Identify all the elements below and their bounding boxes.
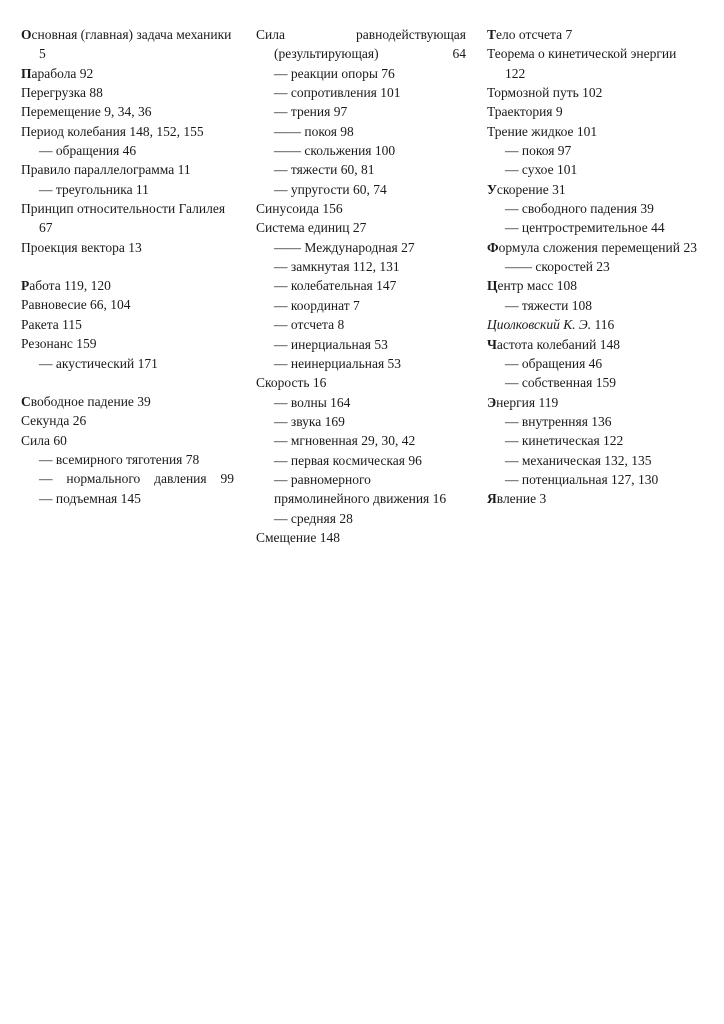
index-subentry: —— Международная 27 [274, 239, 415, 255]
index-entry: Скорость 16 [256, 375, 327, 391]
index-subentry: —— покоя 98 [274, 123, 354, 139]
index-entry: Сила равнодействующая (результирующая) 64 [256, 27, 466, 62]
section-initial: Ц [487, 278, 498, 294]
index-subentry: — покоя 97 [505, 143, 572, 159]
index-subentry: — внутренняя 136 [505, 413, 612, 429]
index-subentry: — сопротивления 101 [274, 85, 401, 101]
section-gap [21, 373, 234, 392]
index-entry: Свободное падение 39 [21, 393, 151, 409]
index-subentry: — трения 97 [274, 104, 348, 120]
index-column-2 [256, 25, 466, 547]
section-initial: У [487, 181, 497, 197]
index-entry: Явление 3 [487, 491, 547, 507]
index-subentry: — звука 169 [274, 413, 345, 429]
index-subentry: — равномерного прямолинейного движения 16 [274, 471, 447, 507]
index-subentry: — первая космическая 96 [274, 452, 422, 468]
index-entry: Равновесие 66, 104 [21, 297, 131, 313]
index-subentry: — обращения 46 [39, 143, 137, 159]
person-name: Циолковский К. Э. [487, 317, 592, 333]
index-entry: Основная (главная) задача механики 5 [21, 27, 232, 62]
index-subentry: — свободного падения 39 [505, 201, 654, 217]
section-initial: Ф [487, 239, 499, 255]
section-initial: Ч [487, 336, 497, 352]
section-initial: Я [487, 491, 497, 507]
section-initial: Р [21, 278, 30, 294]
index-subentry: — отсчета 8 [274, 317, 345, 333]
index-entry: Трение жидкое 101 [487, 123, 598, 139]
index-subentry: — собственная 159 [505, 375, 616, 391]
index-entry: Правило параллелограмма 11 [21, 162, 191, 178]
index-subentry: — упругости 60, 74 [274, 181, 387, 197]
index-subentry: — потенциальная 127, 130 [505, 471, 659, 487]
index-subentry: — колебательная 147 [274, 278, 397, 294]
index-subentry: — всемирного тяготения 78 [39, 451, 200, 467]
index-subentry: — механическая 132, 135 [505, 452, 652, 468]
index-entry: Работа 119, 120 [21, 278, 111, 294]
index-subentry: — подъемная 145 [39, 490, 141, 506]
index-subentry: —— скоростей 23 [505, 259, 610, 275]
index-entry: Частота колебаний 148 [487, 336, 620, 352]
index-subentry: — кинетическая 122 [505, 433, 624, 449]
section-initial: Э [487, 394, 497, 410]
index-subentry: — волны 164 [274, 394, 351, 410]
index-subentry: — нормального давления 99 [39, 471, 234, 487]
index-column-3 [487, 25, 697, 509]
index-entry: Теорема о кинетической энергии 122 [487, 46, 677, 81]
index-entry: Перегрузка 88 [21, 85, 103, 101]
index-entry: Проекция вектора 13 [21, 239, 142, 255]
section-initial: О [21, 27, 32, 42]
index-subentry: — треугольника 11 [39, 181, 149, 197]
index-subentry: — средняя 28 [274, 510, 353, 526]
index-entry: Синусоида 156 [256, 201, 343, 217]
index-subentry: — замкнутая 112, 131 [274, 259, 400, 275]
index-entry: Ускорение 31 [487, 181, 566, 197]
index-entry: Сила 60 [21, 432, 67, 448]
index-column-1 [21, 25, 234, 508]
index-entry: Центр масс 108 [487, 278, 577, 294]
index-subentry: — тяжести 60, 81 [274, 162, 375, 178]
index-entry: Принцип относительности Галилея 67 [21, 201, 226, 236]
index-entry: Траектория 9 [487, 104, 563, 120]
index-subentry: — координат 7 [274, 297, 360, 313]
section-initial: С [21, 393, 31, 409]
section-initial: П [21, 65, 32, 81]
section-gap [21, 257, 234, 276]
index-entry: Перемещение 9, 34, 36 [21, 104, 152, 120]
section-initial: Т [487, 27, 497, 42]
index-subentry: — инерциальная 53 [274, 336, 388, 352]
index-entry: Система единиц 27 [256, 220, 367, 236]
index-subentry: — сухое 101 [505, 162, 578, 178]
index-entry: Тело отсчета 7 [487, 27, 573, 42]
index-entry: Секунда 26 [21, 413, 87, 429]
index-entry: Тормозной путь 102 [487, 85, 603, 101]
index-entry: Ракета 115 [21, 316, 82, 332]
index-entry: Период колебания 148, 152, 155 [21, 123, 204, 139]
index-subentry: — тяжести 108 [505, 297, 593, 313]
index-subentry: — акустический 171 [39, 355, 158, 371]
index-subentry: — мгновенная 29, 30, 42 [274, 433, 416, 449]
index-entry [487, 315, 697, 334]
index-subentry: — неинерциальная 53 [274, 355, 402, 371]
index-entry: Резонанс 159 [21, 336, 97, 352]
index-entry: Парабола 92 [21, 65, 94, 81]
index-entry: Смещение 148 [256, 529, 340, 545]
index-subentry: — центростремительное 44 [505, 220, 665, 236]
index-subentry: —— скольжения 100 [274, 143, 396, 159]
page-number: 116 [594, 317, 615, 333]
index-subentry: — обращения 46 [505, 355, 603, 371]
index-entry: Формула сложения перемещений 23 [487, 239, 697, 255]
index-subentry: — реакции опоры 76 [274, 65, 395, 81]
index-entry: Энергия 119 [487, 394, 559, 410]
